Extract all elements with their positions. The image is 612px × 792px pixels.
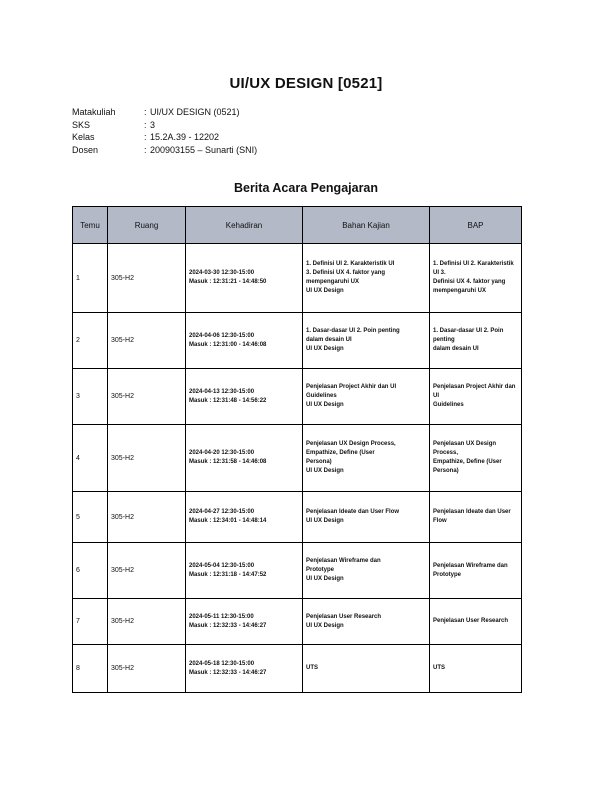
bap-text: UTS — [433, 665, 445, 671]
kehadiran-schedule: 2024-04-13 12:30-15:00 — [189, 388, 255, 395]
kehadiran-schedule: 2024-05-18 12:30-15:00 — [189, 660, 255, 667]
meta-row-sks — [72, 119, 257, 132]
col-header-kehadiran: Kehadiran — [186, 207, 303, 244]
cell-ruang: 305-H2 — [108, 244, 186, 313]
cell-ruang: 305-H2 — [108, 543, 186, 599]
meta-key: Kelas — [72, 132, 95, 142]
cell-bap — [430, 492, 522, 543]
meta-value: 15.2A.39 - 12202 — [150, 132, 220, 142]
cell-temu: 7 — [73, 599, 108, 645]
bap-text: 1. Dasar-dasar UI 2. Poin penting dalam desain UI — [433, 328, 504, 352]
bap-text: Penjelasan User Research — [433, 618, 509, 624]
cell-ruang: 305-H2 — [108, 425, 186, 492]
kehadiran-masuk: Masuk : 12:31:18 - 14:47:52 — [189, 571, 267, 578]
course-info — [72, 106, 257, 156]
meta-value: UI/UX DESIGN (0521) — [150, 107, 240, 117]
bap-text: Penjelasan Project Akhir dan UI Guidelines — [433, 384, 516, 408]
cell-ruang: 305-H2 — [108, 599, 186, 645]
cell-temu: 1 — [73, 244, 108, 313]
cell-temu: 2 — [73, 313, 108, 369]
cell-bahan-kajian — [303, 543, 430, 599]
cell-bahan-kajian — [303, 599, 430, 645]
col-header-temu: Temu — [73, 207, 108, 244]
meta-key: Matakuliah — [72, 107, 116, 117]
meta-sep: : — [144, 144, 147, 155]
col-header-bahan-kajian: Bahan Kajian — [303, 207, 430, 244]
table-row — [73, 313, 522, 369]
bahan-kajian-text: Penjelasan User Research UI UX Design — [306, 613, 382, 629]
meta-sep: : — [144, 132, 147, 142]
bap-text: Penjelasan Wireframe dan Prototype — [433, 562, 508, 578]
meta-row-kelas — [72, 131, 257, 144]
cell-bahan-kajian — [303, 244, 430, 313]
cell-bap — [430, 645, 522, 693]
kehadiran-schedule: 2024-05-04 12:30-15:00 — [189, 562, 255, 569]
cell-bap — [430, 313, 522, 369]
kehadiran-masuk: Masuk : 12:31:48 - 14:56:22 — [189, 397, 267, 404]
cell-kehadiran — [186, 244, 303, 313]
bahan-kajian-text: 1. Dasar-dasar UI 2. Poin penting dalam desain UI UI UX Design — [306, 328, 400, 352]
cell-bap — [430, 599, 522, 645]
cell-bap — [430, 425, 522, 492]
meta-sep: : — [144, 119, 147, 130]
cell-kehadiran — [186, 645, 303, 693]
cell-kehadiran — [186, 313, 303, 369]
meta-sep: : — [144, 107, 147, 117]
bap-text: Penjelasan UX Design Process, Empathize, Define (User Persona) — [433, 441, 502, 474]
meta-row-matakuliah — [72, 106, 257, 119]
table-row — [73, 543, 522, 599]
kehadiran-schedule: 2024-04-20 12:30-15:00 — [189, 450, 255, 456]
cell-ruang: 305-H2 — [108, 313, 186, 369]
kehadiran-schedule: 2024-03-30 12:30-15:00 — [189, 270, 255, 276]
cell-bahan-kajian — [303, 492, 430, 543]
meta-row-dosen — [72, 144, 257, 157]
kehadiran-masuk: Masuk : 12:31:21 - 14:48:50 — [189, 279, 267, 285]
cell-bap — [430, 543, 522, 599]
bap-table — [72, 206, 522, 693]
cell-temu: 5 — [73, 492, 108, 543]
cell-kehadiran — [186, 492, 303, 543]
cell-kehadiran — [186, 425, 303, 492]
col-header-ruang: Ruang — [108, 207, 186, 244]
cell-bahan-kajian — [303, 369, 430, 425]
cell-bap — [430, 244, 522, 313]
kehadiran-schedule: 2024-05-11 12:30-15:00 — [189, 613, 254, 620]
meta-value: 3 — [150, 119, 156, 130]
meta-key: SKS — [72, 119, 91, 130]
meta-key: Dosen — [72, 144, 99, 155]
table-row — [73, 369, 522, 425]
kehadiran-masuk: Masuk : 12:32:33 - 14:46:27 — [189, 622, 267, 629]
bahan-kajian-text: 1. Definisi UI 2. Karakteristik UI 3. Definisi UX 4. faktor yang mempengaruhi UX UI UX Design — [306, 261, 395, 294]
cell-bahan-kajian — [303, 645, 430, 693]
document-title: UI/UX DESIGN [0521] — [229, 75, 383, 92]
kehadiran-masuk: Masuk : 12:31:58 - 14:46:08 — [189, 459, 267, 465]
kehadiran-masuk: Masuk : 12:34:01 - 14:48:14 — [189, 518, 267, 524]
cell-ruang: 305-H2 — [108, 369, 186, 425]
table-header-row — [73, 207, 522, 244]
bahan-kajian-text: Penjelasan Project Akhir dan UI Guidelines UI UX Design — [306, 384, 397, 408]
cell-kehadiran — [186, 369, 303, 425]
cell-bahan-kajian — [303, 425, 430, 492]
table-row — [73, 425, 522, 492]
bahan-kajian-text: Penjelasan UX Design Process, Empathize, Define (User Persona) UI UX Design — [306, 441, 396, 474]
cell-kehadiran — [186, 599, 303, 645]
col-header-bap: BAP — [430, 207, 522, 244]
kehadiran-masuk: Masuk : 12:31:00 - 14:46:08 — [189, 341, 267, 348]
meta-value: 200903155 – Sunarti (SNI) — [150, 144, 258, 155]
table-row — [73, 599, 522, 645]
cell-temu: 6 — [73, 543, 108, 599]
table-row — [73, 645, 522, 693]
cell-ruang: 305-H2 — [108, 645, 186, 693]
cell-bahan-kajian — [303, 313, 430, 369]
bahan-kajian-text: UTS — [306, 665, 318, 671]
cell-temu: 8 — [73, 645, 108, 693]
kehadiran-masuk: Masuk : 12:32:33 - 14:46:27 — [189, 669, 267, 676]
bahan-kajian-text: Penjelasan Ideate dan User Flow UI UX Design — [306, 509, 400, 524]
kehadiran-schedule: 2024-04-06 12:30-15:00 — [189, 332, 255, 339]
bap-text: 1. Definisi UI 2. Karakteristik UI 3. Definisi UX 4. faktor yang mempengaruhi UX — [433, 261, 514, 294]
kehadiran-schedule: 2024-04-27 12:30-15:00 — [189, 509, 255, 515]
cell-temu: 3 — [73, 369, 108, 425]
cell-kehadiran — [186, 543, 303, 599]
bap-text: Penjelasan Ideate dan User Flow — [433, 509, 511, 524]
cell-bap — [430, 369, 522, 425]
cell-temu: 4 — [73, 425, 108, 492]
table-row — [73, 244, 522, 313]
section-title: Berita Acara Pengajaran — [233, 181, 379, 195]
table-row — [73, 492, 522, 543]
bahan-kajian-text: Penjelasan Wireframe dan Prototype UI UX Design — [306, 558, 381, 582]
cell-ruang: 305-H2 — [108, 492, 186, 543]
